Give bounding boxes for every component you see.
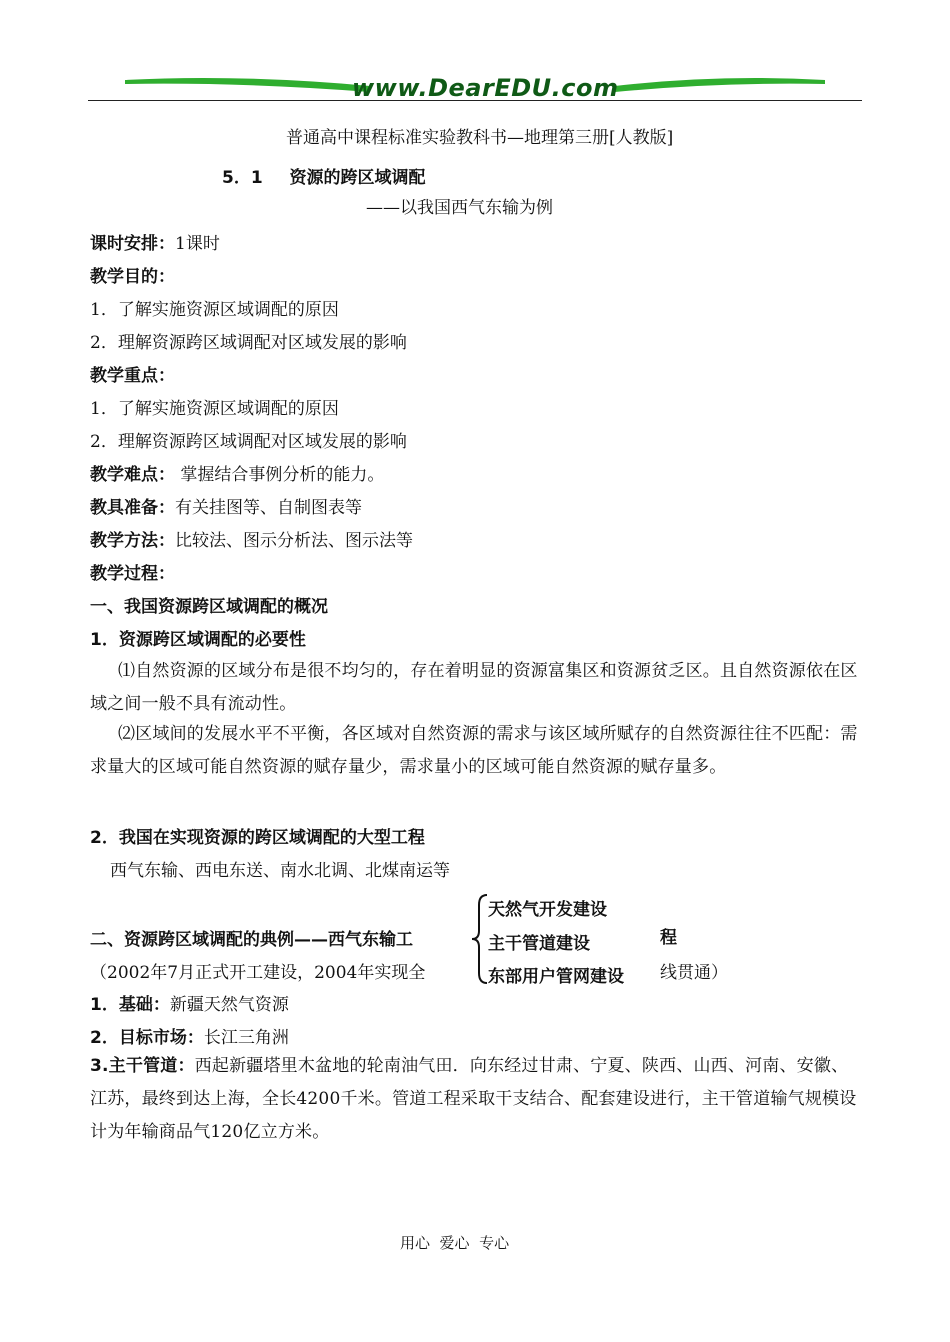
- basis-line: [90, 990, 289, 1015]
- methods-value: 比较法、图示分析法、图示法等: [175, 531, 413, 551]
- part1-para1: ⑴自然资源的区域分布是很不均匀的，存在着明显的资源富集区和资源贫乏区。且自然资源依在区域之间一般不具有流动性。: [90, 661, 858, 714]
- part1-heading: 一、我国资源跨区域调配的概况: [90, 597, 328, 617]
- market-line: [90, 1023, 289, 1048]
- logo-text: www.DearEDU.com: [352, 74, 619, 102]
- keypoint-item: 1．了解实施资源区域调配的原因: [90, 399, 339, 419]
- hours-label: 课时安排：: [90, 234, 175, 254]
- curly-brace-icon: [470, 893, 490, 985]
- objective-item: 2．理解资源跨区域调配对区域发展的影响: [90, 333, 407, 353]
- hours-line: [90, 229, 220, 254]
- part2-note-end: 线贯通）: [660, 963, 728, 983]
- methods-line: [90, 526, 413, 551]
- keypoint-item: 2．理解资源跨区域调配对区域发展的影响: [90, 432, 407, 452]
- difficulty-label: 教学难点：: [90, 465, 175, 485]
- section-heading: [222, 163, 425, 188]
- methods-label: 教学方法：: [90, 531, 175, 551]
- objective-item: 1．了解实施资源区域调配的原因: [90, 300, 339, 320]
- header-logo: [120, 70, 830, 110]
- market-value: 长江三角洲: [203, 1028, 289, 1048]
- hours-value: 1课时: [175, 234, 220, 254]
- part1-projects: 西气东输、西电东送、南水北调、北煤南运等: [110, 861, 450, 881]
- brace-item: 天然气开发建设: [488, 900, 607, 920]
- part2-heading-end: 程: [660, 928, 677, 948]
- section-number: 5．1: [222, 168, 263, 188]
- footer-text: 用心 爱心 专心: [400, 1234, 510, 1252]
- header-rule: [88, 100, 862, 101]
- basis-value: 新疆天然气资源: [169, 995, 289, 1015]
- pipeline-label: 3.主干管道：: [90, 1056, 195, 1076]
- part2-heading: 二、资源跨区域调配的典例——西气东输工: [90, 930, 413, 950]
- difficulty-value: 掌握结合事例分析的能力。: [180, 465, 385, 485]
- part2-note-start: （2002年7月正式开工建设，2004年实现全: [90, 963, 426, 983]
- market-label: 2．目标市场：: [90, 1028, 204, 1048]
- series-title: 普通高中课程标准实验教科书—地理第三册[人教版]: [286, 128, 674, 148]
- brace-item: 东部用户管网建设: [488, 967, 624, 987]
- part1-para2: ⑵区域间的发展水平不平衡，各区域对自然资源的需求与该区域所赋存的自然资源往往不匹配：需求量大的区域可能自然资源的赋存量少，需求量小的区域可能自然资源的赋存量多。: [90, 724, 858, 777]
- tools-line: [90, 493, 362, 518]
- objectives-label: 教学目的：: [90, 267, 175, 287]
- section-subtitle: ——以我国西气东输为例: [366, 198, 553, 218]
- pipeline-value: 西起新疆塔里木盆地的轮南油气田．向东经过甘肃、宁夏、陕西、山西、河南、安徽、江苏，最终到达上海，全长4200千米。管道工程采取干支结合、配套建设进行，主干管道输气规模设计为年输商品气120亿立方米。: [90, 1056, 857, 1142]
- process-label: 教学过程：: [90, 564, 175, 584]
- brace-item: 主干管道建设: [488, 934, 590, 954]
- difficulty-line: [90, 460, 384, 485]
- basis-label: 1．基础：: [90, 995, 170, 1015]
- part1-sub1: 1．资源跨区域调配的必要性: [90, 630, 306, 650]
- part1-sub2: 2．我国在实现资源的跨区域调配的大型工程: [90, 828, 425, 848]
- tools-label: 教具准备：: [90, 498, 175, 518]
- section-title: 资源的跨区域调配: [289, 168, 426, 188]
- keypoints-label: 教学重点：: [90, 366, 175, 386]
- tools-value: 有关挂图等、自制图表等: [175, 498, 362, 518]
- pipeline-para: [90, 1050, 862, 1149]
